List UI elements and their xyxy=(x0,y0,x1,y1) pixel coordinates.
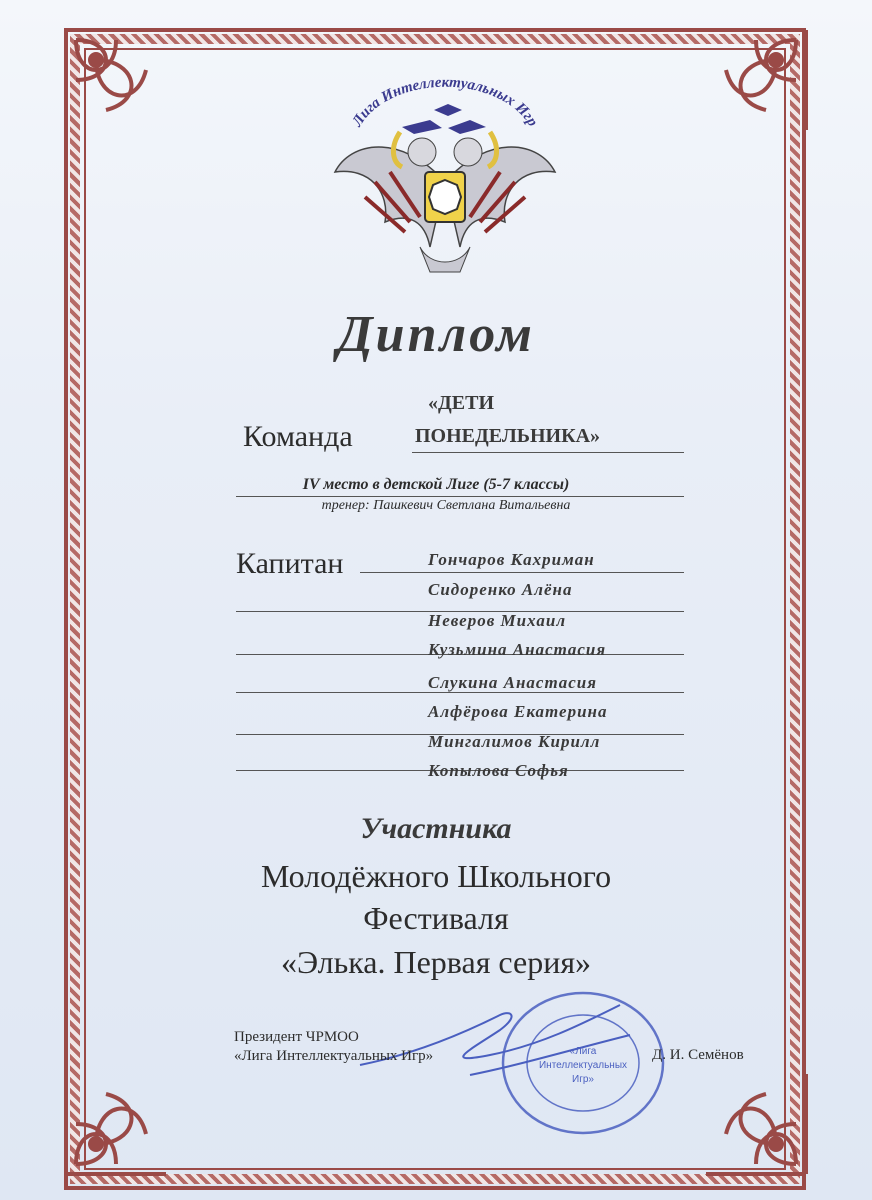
coach-text: тренер: Пашкевич Светлана Витальевна xyxy=(321,498,571,513)
festival-line1: Молодёжного Школьного xyxy=(260,858,612,894)
league-logo-icon xyxy=(330,72,560,282)
svg-text:Игр»: Игр» xyxy=(572,1074,594,1085)
president-title: Президент ЧРМОО xyxy=(234,1029,359,1045)
svg-text:Лига Интеллектуальных Игр: Лига Интеллектуальных Игр xyxy=(349,74,541,130)
member-name: Кузьмина Анастасия xyxy=(428,640,607,659)
member-name: Копылова Софья xyxy=(428,761,569,780)
member-name: Мингалимов Кирилл xyxy=(428,732,601,751)
member-name: Сидоренко Алёна xyxy=(428,580,573,599)
president-org: «Лига Интеллектуальных Игр» xyxy=(234,1048,434,1064)
svg-text:«Лига: «Лига xyxy=(569,1046,597,1057)
corner-ornament-icon xyxy=(56,1064,176,1184)
team-underline xyxy=(412,452,684,453)
festival-line3: «Элька. Первая серия» xyxy=(280,944,592,980)
participant-heading: Участника xyxy=(360,812,512,845)
place-underline xyxy=(236,496,684,497)
team-name-line2: ПОНЕДЕЛЬНИКА» xyxy=(415,425,601,447)
member-line xyxy=(360,572,684,573)
corner-ornament-icon xyxy=(696,1064,816,1184)
official-stamp-icon xyxy=(498,988,668,1138)
team-label: Команда xyxy=(243,420,353,453)
president-block xyxy=(234,1028,433,1066)
svg-text:Интеллектуальных: Интеллектуальных xyxy=(538,1060,628,1071)
member-name: Слукина Анастасия xyxy=(428,673,597,692)
captain-label: Капитан xyxy=(236,547,344,580)
member-name: Алфёрова Екатерина xyxy=(428,702,608,721)
festival-line2: Фестиваля xyxy=(363,900,509,936)
member-name: Неверов Михаил xyxy=(428,611,567,630)
team-name-line1: «ДЕТИ xyxy=(428,392,494,414)
corner-ornament-icon xyxy=(56,20,176,140)
member-name: Гончаров Кахриман xyxy=(428,550,595,569)
corner-ornament-icon xyxy=(696,20,816,140)
place-text: IV место в детской Лиге (5-7 классы) xyxy=(302,476,570,493)
diploma-title: Диплом xyxy=(337,306,535,363)
president-name: Д. И. Семёнов xyxy=(652,1047,744,1063)
